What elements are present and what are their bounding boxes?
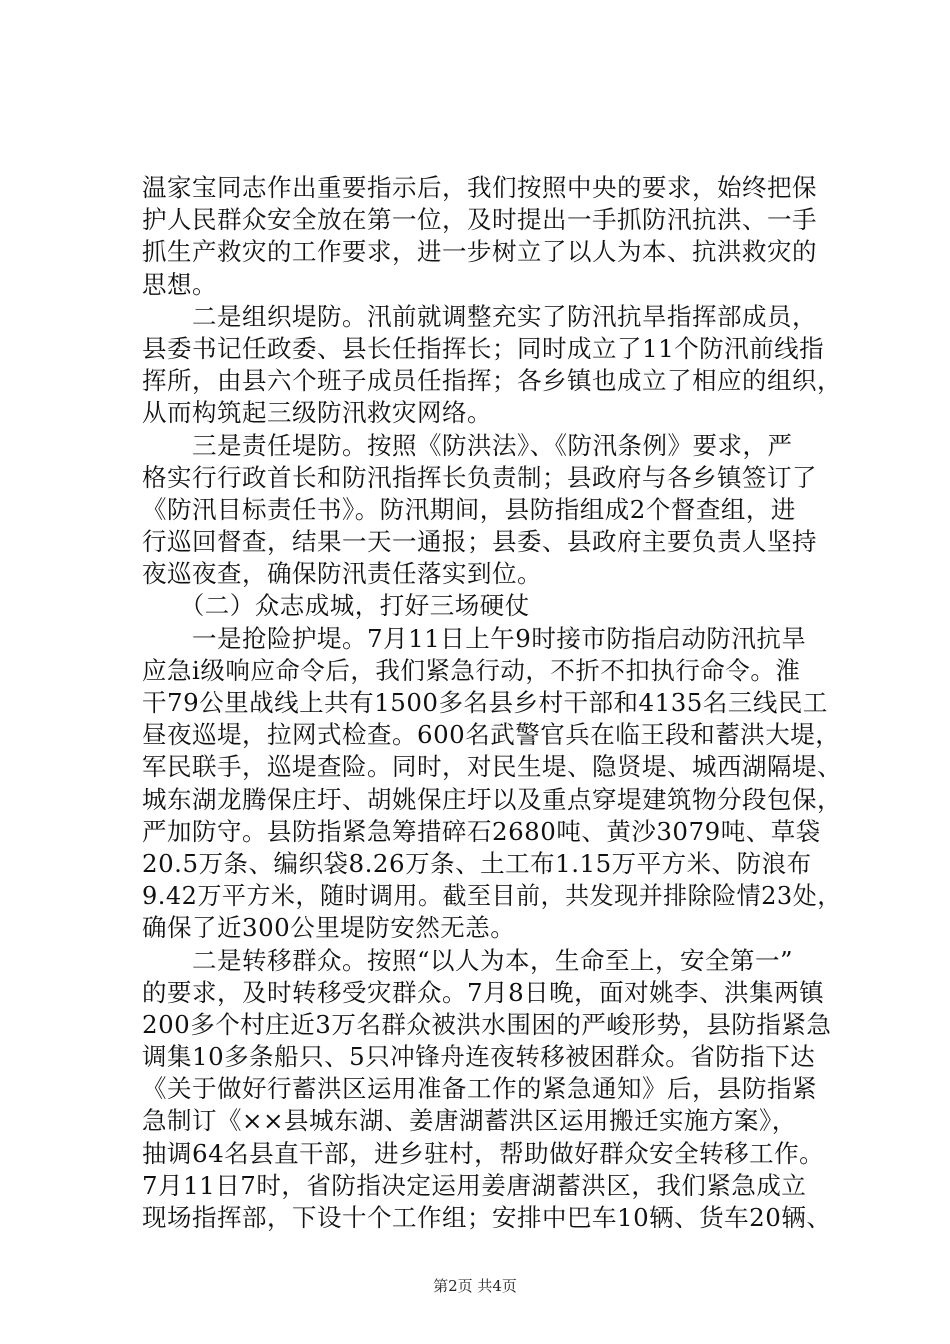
text-line: 200多个村庄近3万名群众被洪水围困的严峻形势，县防指紧急 (142, 1009, 832, 1039)
text-line: 确保了近300公里堤防安然无恙。 (142, 913, 516, 943)
text-line: 二是转移群众。按照“以人为本，生命至上，安全第一” (142, 945, 794, 975)
text-line: 《防汛目标责任书》。防汛期间，县防指组成2个督查组，进 (142, 494, 796, 524)
text-line: 二是组织堤防。汛前就调整充实了防汛抗旱指挥部成员， (142, 301, 817, 331)
text-line: 从而构筑起三级防汛救灾网络。 (142, 398, 492, 428)
text-line: 9.42万平方米，随时调用。截至目前，共发现并排除险情23处， (142, 881, 842, 911)
text-line: 的要求，及时转移受灾群众。7月8日晚，面对姚李、洪集两镇 (142, 977, 825, 1007)
text-line: 昼夜巡堤，拉网式检查。600名武警官兵在临王段和蓄洪大堤， (142, 720, 841, 750)
text-line: 三是责任堤防。按照《防洪法》、《防汛条例》要求，严 (142, 430, 793, 460)
text-line: 县委书记任政委、县长任指挥长；同时成立了11个防汛前线指 (142, 333, 825, 363)
text-line: 现场指挥部，下设十个工作组；安排中巴车10辆、货车20辆、 (142, 1203, 832, 1232)
page-footer: 第2页 共4页 (433, 1277, 517, 1295)
text-line: 一是抢险护堤。7月11日上午9时接市防指启动防汛抗旱 (142, 623, 807, 653)
text-line: 干79公里战线上共有1500多名县乡村干部和4135名三线民工 (142, 688, 828, 717)
text-line: 思想。 (142, 269, 217, 299)
text-line: 7月11日7时，省防指决定运用姜唐湖蓄洪区，我们紧急成立 (142, 1170, 807, 1200)
text-line: 《关于做好行蓄洪区运用准备工作的紧急通知》后，县防指紧 (142, 1074, 817, 1104)
text-line: 抓生产救灾的工作要求，进一步树立了以人为本、抗洪救灾的 (142, 237, 817, 267)
document-body (142, 172, 842, 1234)
text-line: 抽调64名县直干部，进乡驻村，帮助做好群众安全转移工作。 (142, 1138, 825, 1168)
text-line: 夜巡夜查，确保防汛责任落实到位。 (142, 559, 542, 589)
text-line: 挥所，由县六个班子成员任指挥；各乡镇也成立了相应的组织， (142, 366, 842, 396)
text-line: 急制订《××县城东湖、姜唐湖蓄洪区运用搬迁实施方案》， (142, 1106, 797, 1136)
text-line: （二）众志成城，打好三场硬仗 (142, 591, 530, 621)
text-line: 护人民群众安全放在第一位，及时提出一手抓防汛抗洪、一手 (142, 205, 817, 235)
text-line: 格实行行政首长和防汛指挥长负责制；县政府与各乡镇签订了 (142, 462, 817, 492)
text-line: 应急ⅰ级响应命令后，我们紧急行动，不折不扣执行命令。淮 (142, 655, 801, 685)
text-line: 温家宝同志作出重要指示后，我们按照中央的要求，始终把保 (142, 173, 817, 202)
text-line: 城东湖龙腾保庄圩、胡姚保庄圩以及重点穿堤建筑物分段包保， (142, 784, 842, 814)
text-line: 调集10多条船只、5只冲锋舟连夜转移被困群众。省防指下达 (142, 1042, 816, 1072)
text-line: 军民联手，巡堤查险。同时，对民生堤、隐贤堤、城西湖隔堤、 (142, 752, 842, 782)
text-line: 行巡回督查，结果一天一通报；县委、县政府主要负责人坚持 (142, 527, 817, 557)
text-line: 严加防守。县防指紧急筹措碎石2680吨、黄沙3079吨、草袋 (142, 816, 821, 846)
text-line: 20.5万条、编织袋8.26万条、土工布1.15万平方米、防浪布 (142, 848, 812, 878)
